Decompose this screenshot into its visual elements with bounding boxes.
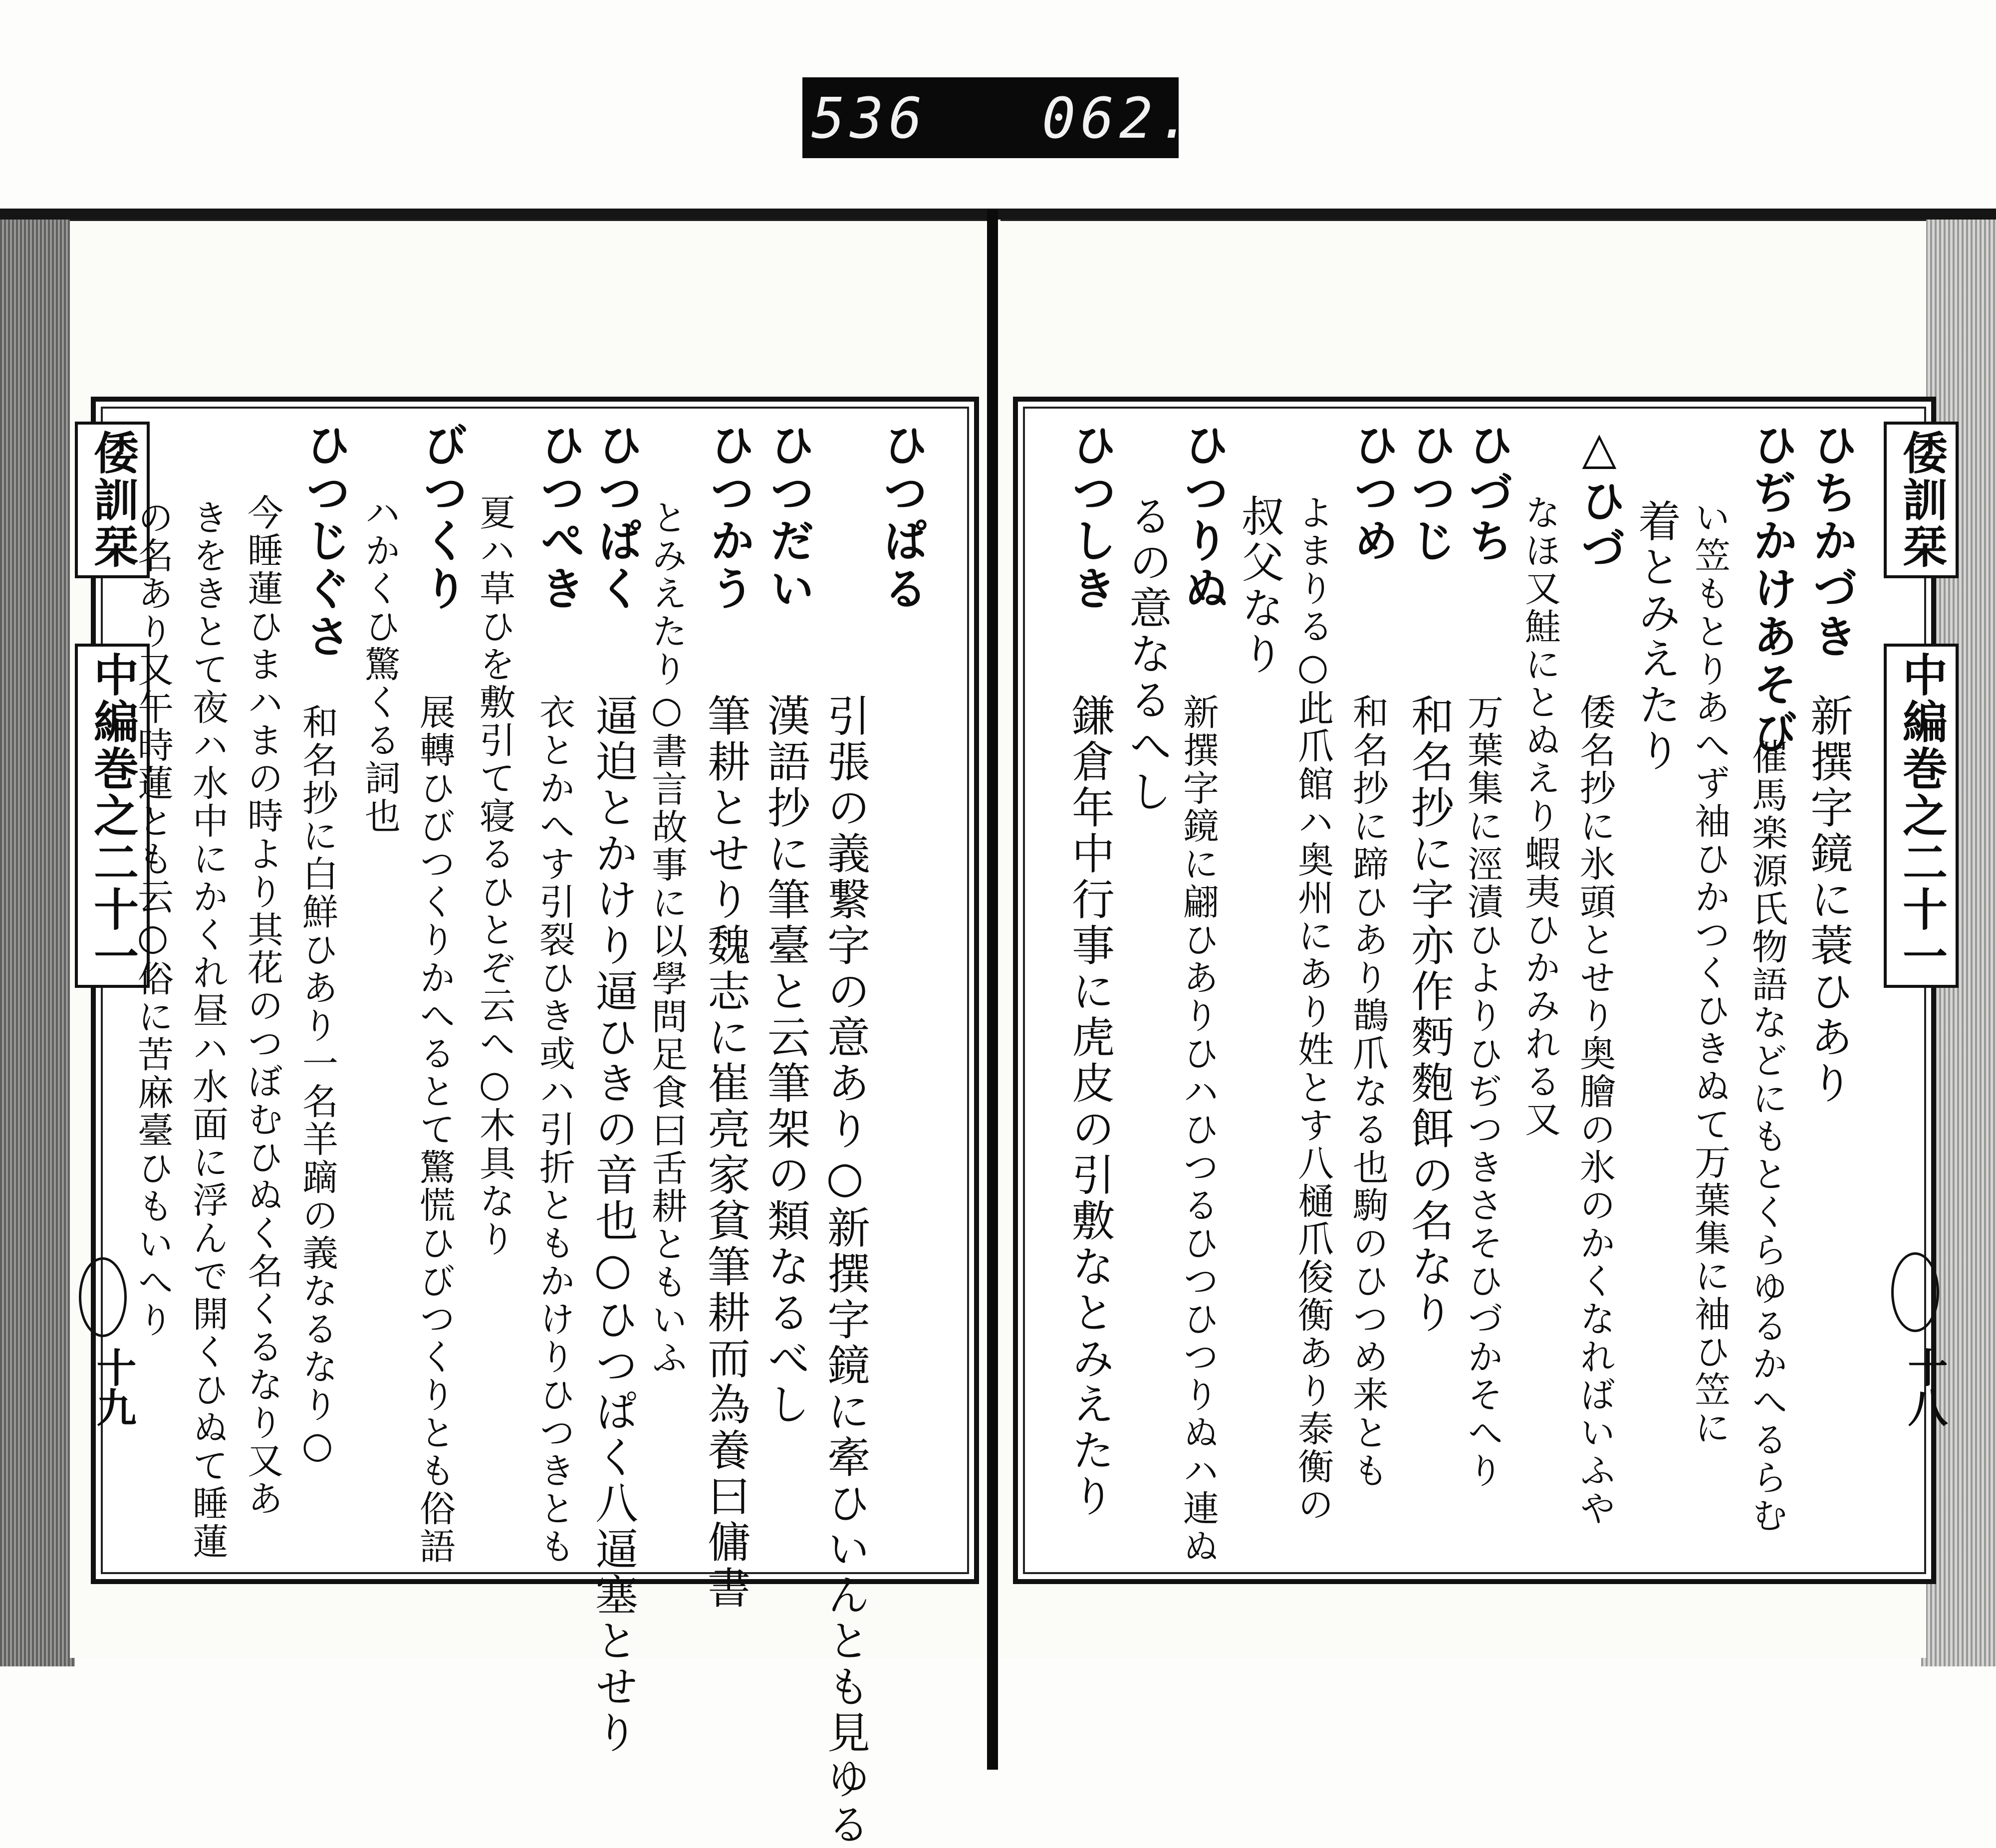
entry-text: 衣とかへす引裂ひき或ハ引折ともかけりひつきとも [533,693,575,1566]
entry-text: 鎌倉年中行事に虎皮の引敷なとみえたり [1064,693,1114,1520]
entry-heading: ひつめ [1346,422,1399,565]
entry-text: 和名抄に白鮮ひあり一名羊蹢の義なるなり○ [296,703,338,1468]
entry-heading: ひつしき [1064,422,1117,613]
entry-heading: ひつぱく [590,422,643,613]
entry-text: 和名抄に蹄ひあり鵲爪なる也駒のひつめ来とも [1347,693,1389,1490]
entry-text: よまりる○此爪館ハ奥州にあり姓とす八樋爪俊衡あり泰衡の [1292,494,1334,1524]
entry-text: 漢語抄に筆臺と云筆架の類なるべし [760,693,810,1428]
entry-text: 新撰字鏡に蓑ひあり [1803,693,1853,1107]
entry-text: 和名抄に字亦作麪麭餌の名なり [1404,693,1454,1336]
entry-heading: ひつじぐさ [298,422,351,661]
entry-text: 逼迫とかけり逼ひきの音也○ひつぱく八逼塞とせり [588,693,638,1756]
entry-text: 催馬楽源氏物語などにもとくらゆるかへるらむ [1746,738,1788,1535]
entry-heading: ひつだい [762,422,815,613]
entry-heading: ひつぺき [532,422,585,613]
entry-text: 万葉集に涇漬ひよりひぢつきさそひづかそへり [1462,693,1503,1490]
entry-heading: △ひづ [1573,422,1626,573]
left-tab-title: 倭訓栞 [75,422,150,578]
entry-text: 倭名抄に氷頭とせり奥膾の氷のかくなればいふや [1574,693,1616,1528]
entry-heading: ひちかづき [1805,422,1858,661]
entry-text: 叔父なり [1234,494,1284,678]
left-folio-circle [79,1257,127,1337]
right-tab-title: 倭訓栞 [1884,422,1959,578]
catalog-label-left: 536 [811,86,928,151]
entry-heading: ひつかう [702,422,755,613]
entry-heading: ひづち [1461,422,1513,565]
entry-text: い笠もとりあへず袖ひかつくひきぬて万葉集に袖ひ笠に [1689,499,1731,1447]
entry-text: 筆耕とせり魏志に崔亮家貧筆耕而為養曰傭書 [700,693,750,1612]
catalog-label [802,77,1197,158]
entry-text: きをきとて夜ハ水中にかくれ昼ハ水面に浮んで開くひぬて睡蓮 [187,499,229,1561]
book-top-edge [0,209,1996,220]
right-folio: 十八 [1901,1347,1948,1427]
right-folio-circle [1891,1252,1939,1332]
entry-text: なほ又鮭にとぬえり蝦夷ひかみれる又 [1519,494,1561,1139]
left-folio: 十九 [90,1347,137,1427]
entry-heading: ひつぱる [875,422,928,613]
entry-text: とみえたり○書言故事に以學問足食曰舌耕ともいふ [646,499,688,1377]
entry-text: の名あり又午時蓮とも云○俗に苦麻臺ひもいへり [132,499,174,1339]
entry-text: 夏ハ草ひを敷引て寝るひとぞ云へ○木具なり [474,494,515,1258]
left-page-edges [0,220,75,1666]
entry-heading: ひつりぬ [1176,422,1229,613]
entry-heading: ひつじ [1403,422,1456,565]
left-tab-subtitle: 中編巻之二十一 [75,644,150,988]
entry-text: ハかくひ驚くる詞也 [359,494,401,835]
book-gutter [987,210,998,1770]
entry-text: 今睡蓮ひまハまの時より其花のつぼむひぬく名くるなり又あ [242,494,283,1518]
entry-text: るの意なるへし [1122,494,1172,815]
entry-text: 新撰字鏡に翩ひありひハひつるひつひつりぬハ連ぬ [1177,693,1219,1566]
entry-heading: ひぢかけあそび [1745,422,1798,757]
right-tab-subtitle: 中編巻之二十一 [1884,644,1959,988]
entry-text: 引張の義繋字の意あり○新撰字鏡に牽ひいんとも見ゆる [820,693,870,1848]
entry-text: 着とみえたり [1631,499,1681,774]
catalog-label-right: 062. [1042,86,1197,151]
entry-heading: びつくり [415,422,468,613]
entry-text: 展轉ひびつくりかへるとて驚慌ひびつくりとも俗語 [414,693,456,1566]
